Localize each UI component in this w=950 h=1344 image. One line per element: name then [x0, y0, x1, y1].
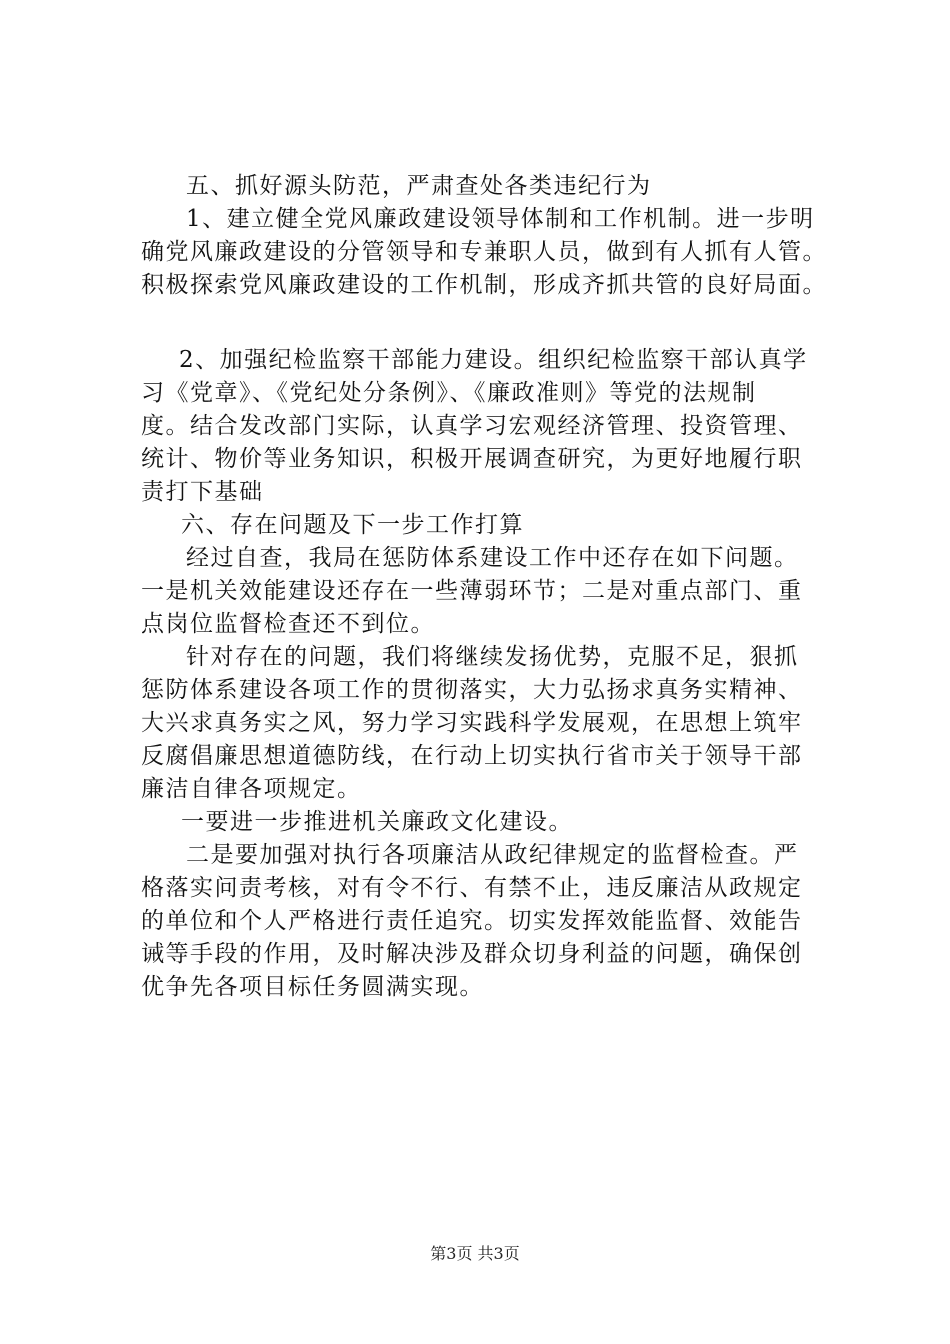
point-one: 一要进一步推进机关廉政文化建设。 [181, 809, 573, 835]
point-two [141, 839, 846, 1004]
paragraph-line: 惩防体系建设各项工作的贯彻落实，大力弘扬求真务实精神、 [141, 677, 803, 703]
document-body [141, 170, 846, 1004]
paragraph-item-2 [141, 344, 846, 509]
paragraph-item-1 [141, 203, 846, 302]
paragraph-line: 1、建立健全党风廉政建设领导体制和工作机制。进一步明 [186, 206, 815, 232]
paragraph-line: 经过自查，我局在惩防体系建设工作中还存在如下问题。 [186, 545, 799, 571]
paragraph-problems [141, 542, 846, 641]
paragraph-line: 廉洁自律各项规定。 [141, 776, 362, 802]
paragraph-line: 责打下基础 [141, 479, 264, 505]
paragraph-line: 反腐倡廉思想道德防线，在行动上切实执行省市关于领导干部 [141, 743, 803, 769]
paragraph-line: 的单位和个人严格进行责任追究。切实发挥效能监督、效能告 [141, 908, 803, 934]
paragraph-line: 积极探索党风廉政建设的工作机制，形成齐抓共管的良好局面。 [141, 272, 827, 298]
paragraph-line: 二是要加强对执行各项廉洁从政纪律规定的监督检查。严 [186, 842, 799, 868]
paragraph-line: 2、加强纪检监察干部能力建设。组织纪检监察干部认真学 [179, 347, 808, 373]
paragraph-line: 诫等手段的作用，及时解决涉及群众切身利益的问题，确保创 [141, 941, 803, 967]
paragraph-line: 优争先各项目标任务圆满实现。 [141, 974, 484, 1000]
paragraph-line: 格落实问责考核，对有令不行、有禁不止，违反廉洁从政规定 [141, 875, 803, 901]
paragraph-line: 一是机关效能建设还存在一些薄弱环节；二是对重点部门、重 [141, 578, 803, 604]
paragraph-line: 确党风廉政建设的分管领导和专兼职人员，做到有人抓有人管。 [141, 239, 827, 265]
paragraph-line: 针对存在的问题，我们将继续发扬优势，克服不足，狠抓 [186, 644, 799, 670]
paragraph-line: 统计、物价等业务知识，积极开展调查研究，为更好地履行职 [141, 446, 803, 472]
page-number-footer: 第3页 共3页 [430, 1244, 520, 1263]
paragraph-measures [141, 641, 846, 806]
paragraph-line: 习《党章》、《党纪处分条例》、《廉政准则》等党的法规制 [141, 380, 757, 406]
section-heading-5: 五、抓好源头防范，严肃查处各类违纪行为 [186, 173, 652, 199]
section-heading-6: 六、存在问题及下一步工作打算 [181, 512, 524, 538]
paragraph-line: 大兴求真务实之风，努力学习实践科学发展观，在思想上筑牢 [141, 710, 803, 736]
paragraph-line: 点岗位监督检查还不到位。 [141, 611, 435, 637]
paragraph-line: 度。结合发改部门实际，认真学习宏观经济管理、投资管理、 [141, 413, 803, 439]
